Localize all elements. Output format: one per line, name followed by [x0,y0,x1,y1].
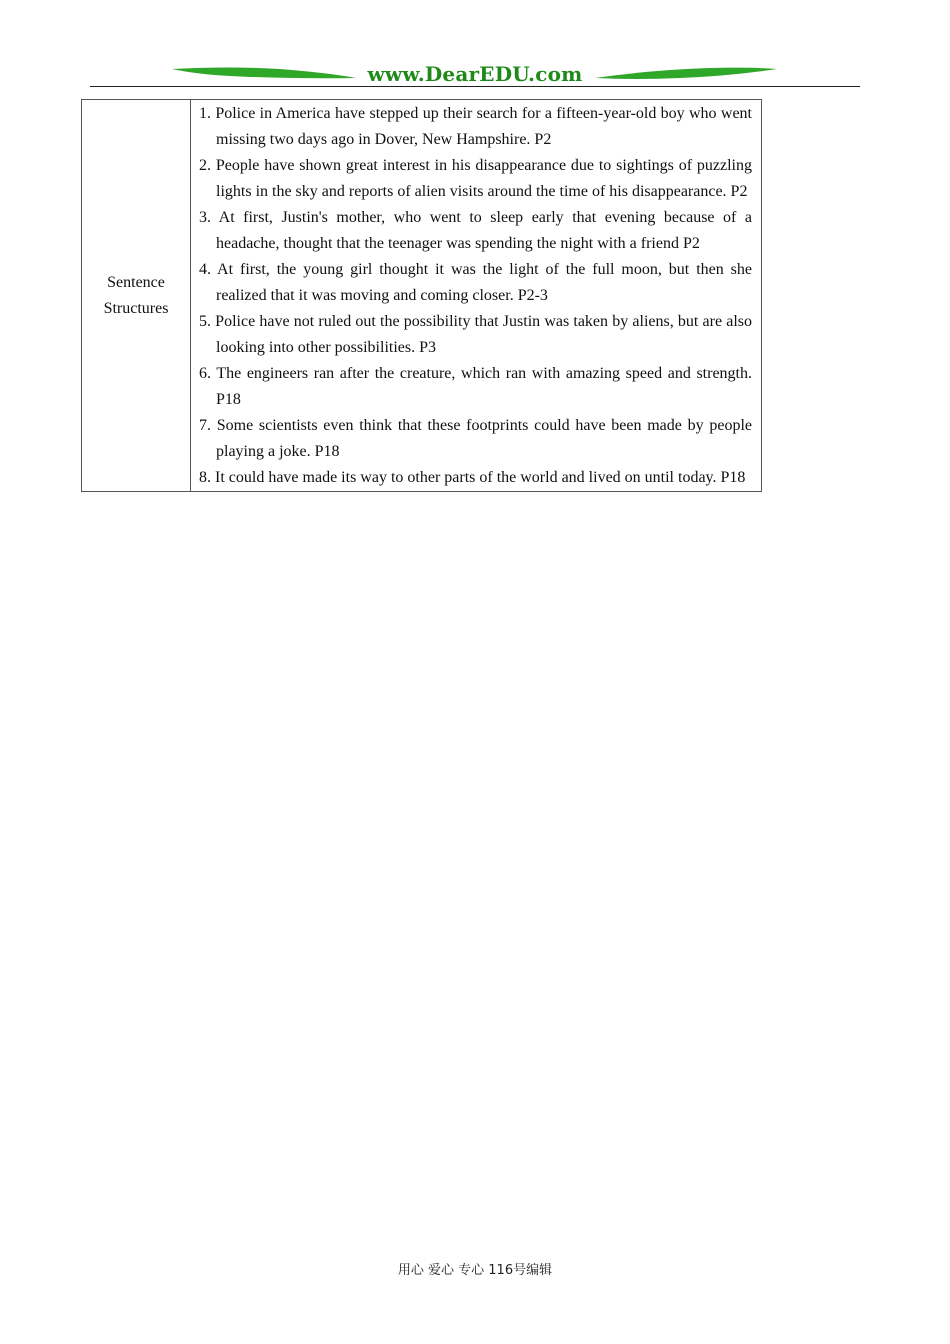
list-item: 3. At first, Justin's mother, who went to sleep early that evening because of a headache, thought that the teenager was spending the night with a friend P2 [199,209,752,252]
row-label: Sentence Structures [103,273,169,317]
list-item: 7. Some scientists even think that these footprints could have been made by people playing a joke. P18 [199,417,752,460]
header-divider [90,86,860,87]
site-url[interactable]: www.DearEDU.com [367,62,583,86]
list-item: 1. Police in America have stepped up their search for a fifteen-year-old boy who went missing two days ago in Dover, New Hampshire. P2 [199,105,752,148]
row-label-cell [82,100,191,492]
list-item: 2. People have shown great interest in his disappearance due to sightings of puzzling lights in the sky and reports of alien visits around the time of his disappearance. P2 [199,157,752,200]
list-item: 6. The engineers ran after the creature, which ran with amazing speed and strength. P18 [199,365,752,408]
sentence-list [199,101,752,491]
table-row [82,100,762,492]
sentence-structures-table [81,99,762,492]
list-item: 4. At first, the young girl thought it was the light of the full moon, but then she realized that it was moving and coming closer. P2-3 [199,261,752,304]
list-item: 8. It could have made its way to other parts of the world and lived on until today. P18 [199,469,746,486]
page-header [90,60,860,90]
page-footer: 用心 爱心 专心 116号编辑 [397,1263,553,1278]
list-item: 5. Police have not ruled out the possibility that Justin was taken by aliens, but are also looking into other possibilities. P3 [199,313,752,356]
sentence-list-cell [191,100,762,492]
